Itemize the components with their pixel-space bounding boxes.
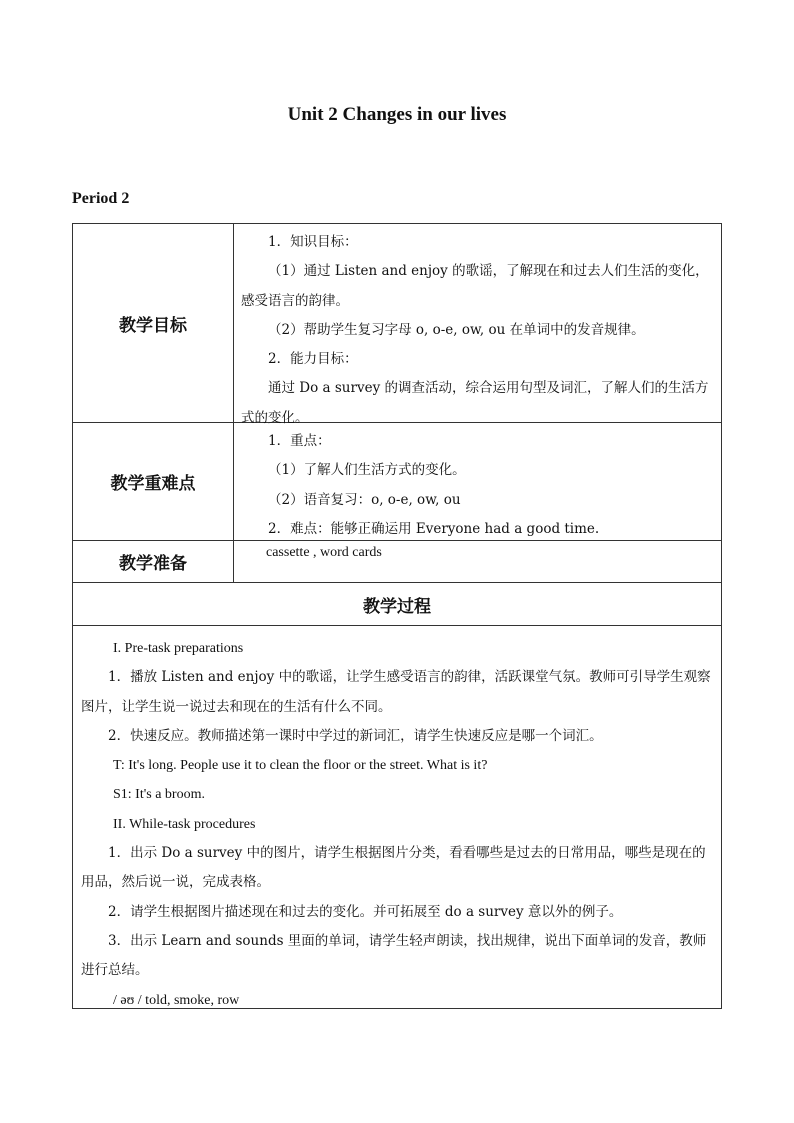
objectives-line: 通过 Do a survey 的调查活动，综合运用句型及词汇，了解人们的生活方式的变化。	[241, 380, 709, 426]
preparation-text: cassette , word cards	[266, 545, 382, 560]
process-row	[73, 626, 722, 1009]
objectives-line: 1．知识目标：	[268, 234, 358, 250]
key-points-row	[73, 423, 722, 541]
process-line: 2．快速反应。教师描述第一课时中学过的新词汇，请学生快速反应是哪一个词汇。	[108, 727, 603, 744]
process-line: 1．播放 Listen and enjoy 中的歌谣，让学生感受语言的韵律，活跃课堂气氛。教师可引导学生观察图片，让学生说一说过去和现在的生活有什么不同。	[81, 669, 711, 715]
preparation-label: 教学准备	[73, 541, 234, 583]
process-heading-row	[73, 583, 722, 626]
preparation-row	[73, 541, 722, 583]
objectives-line: （1）通过 Listen and enjoy 的歌谣，了解现在和过去人们生活的变化，感受语言的韵律。	[241, 263, 709, 309]
key-points-line: 2．难点：能够正确运用 Everyone had a good time.	[268, 520, 600, 537]
process-line: 2．请学生根据图片描述现在和过去的变化。并可拓展至 do a survey 意以外的例子。	[108, 903, 623, 920]
process-line: I. Pre-task preparations	[113, 641, 244, 656]
process-content	[73, 626, 722, 1009]
document-title: Unit 2 Changes in our lives	[287, 104, 507, 125]
key-points-content	[234, 423, 722, 541]
objectives-label: 教学目标	[73, 224, 234, 423]
objectives-line: （2）帮助学生复习字母 o, o-e, ow, ou 在单词中的发音规律。	[268, 321, 645, 338]
process-line: 1．出示 Do a survey 中的图片，请学生根据图片分类，看看哪些是过去的日常用品，哪些是现在的用品，然后说一说，完成表格。	[81, 845, 706, 891]
process-line: S1: It's a broom.	[113, 787, 205, 803]
key-points-line: 1．重点：	[268, 433, 331, 449]
objectives-row	[73, 224, 722, 423]
process-line: II. While-task procedures	[113, 816, 256, 832]
period-label: Period 2	[72, 190, 130, 207]
objectives-content	[234, 224, 722, 426]
key-points-label: 教学重难点	[73, 423, 234, 541]
process-line: / əʊ / told, smoke, row	[113, 992, 240, 1008]
process-line: T: It's long. People use it to clean the floor or the street. What is it?	[113, 758, 488, 774]
process-line: 3．出示 Learn and sounds 里面的单词，请学生轻声朗读，找出规律，说出下面单词的发音，教师进行总结。	[81, 932, 707, 979]
process-heading: 教学过程	[73, 583, 722, 626]
lesson-plan-table	[72, 223, 722, 1009]
key-points-line: （1）了解人们生活方式的变化。	[268, 462, 466, 479]
key-points-line: （2）语音复习：o, o-e, ow, ou	[268, 491, 461, 508]
objectives-line: 2．能力目标：	[268, 351, 358, 368]
preparation-content	[234, 541, 722, 583]
